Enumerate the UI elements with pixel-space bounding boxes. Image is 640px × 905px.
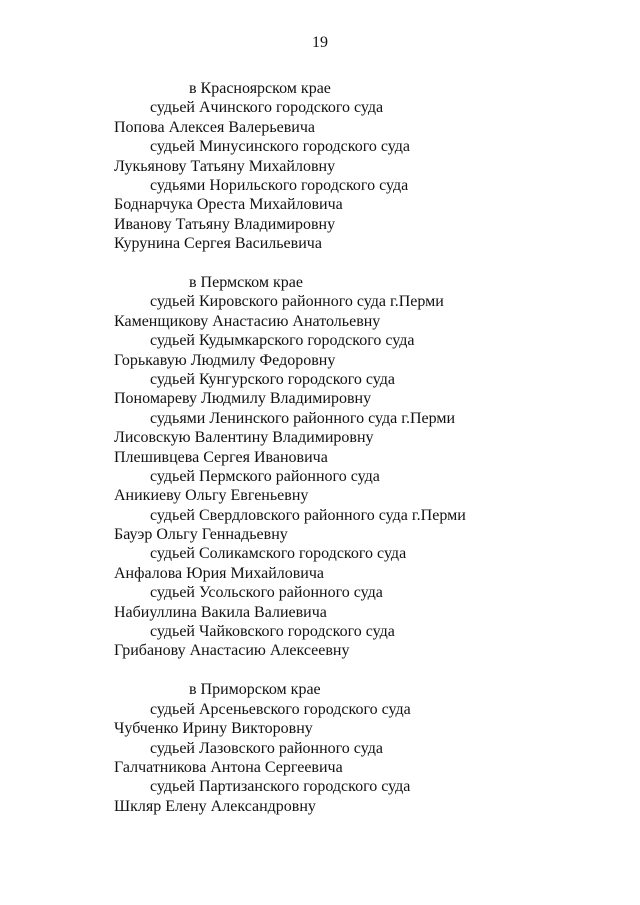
court-title: судьей Пермского районного суда [150,467,380,485]
region-block [0,79,640,254]
judge-name: Галчатникова Антона Сергеевича [114,758,343,776]
court-title: судьей Минусинского городского суда [150,138,410,156]
judge-name: Анфалова Юрия Михайловича [114,564,325,582]
judge-name: Бауэр Ольгу Геннадьевну [114,526,288,544]
region-block [0,273,640,661]
judge-name: Аникиеву Ольгу Евгеньевну [114,487,309,505]
judge-name: Плешивцева Сергея Ивановича [114,448,328,466]
court-title: судьей Усольского районного суда [150,584,383,602]
region-heading: в Красноярском крае [189,80,331,97]
region-block [0,680,640,816]
page-number: 19 [312,34,328,51]
judge-name: Горькавую Людмилу Федоровну [114,351,336,369]
judge-name: Попова Алексея Валерьевича [114,118,315,136]
judge-name: Иванову Татьяну Владимировну [114,215,336,233]
judge-name: Каменщикову Анастасию Анатольевну [114,312,381,330]
region-heading: в Пермском крае [189,274,303,292]
judge-name: Пономареву Людмилу Владимировну [114,390,372,408]
court-title: судьей Соликамского городского суда [150,545,407,563]
judge-name: Набиуллина Вакила Валиевича [114,603,327,621]
judge-name: Лисовскую Валентину Владимировну [114,429,374,447]
judge-name: Шкляр Елену Александровну [114,797,316,815]
appointments-list [0,79,640,816]
judge-name: Грибанову Анастасию Алексеевну [114,642,350,660]
judge-name: Боднарчука Ореста Михайловича [114,196,343,214]
court-title: судьями Ленинского районного суда г.Перми [150,409,456,427]
court-title: судьей Чайковского городского суда [150,623,395,641]
court-title: судьей Ачинского городского суда [150,99,384,117]
court-title: судьей Кудымкарского городского суда [150,332,415,350]
court-title: судьей Арсеньевского городского суда [150,700,411,718]
court-title: судьями Норильского городского суда [150,176,409,194]
judge-name: Курунина Сергея Васильевича [114,235,322,253]
judge-name: Лукьянову Татьяну Михайловну [114,157,336,175]
court-title: судьей Лазовского районного суда [150,739,383,757]
judge-name: Чубченко Ирину Викторовну [114,720,313,738]
region-heading: в Приморском крае [189,681,321,699]
court-title: судьей Партизанского городского суда [150,778,411,796]
court-title: судьей Свердловского районного суда г.Перми [150,506,466,524]
court-title: судьей Кировского районного суда г.Перми [150,293,444,311]
court-title: судьей Кунгурского городского суда [150,370,395,388]
